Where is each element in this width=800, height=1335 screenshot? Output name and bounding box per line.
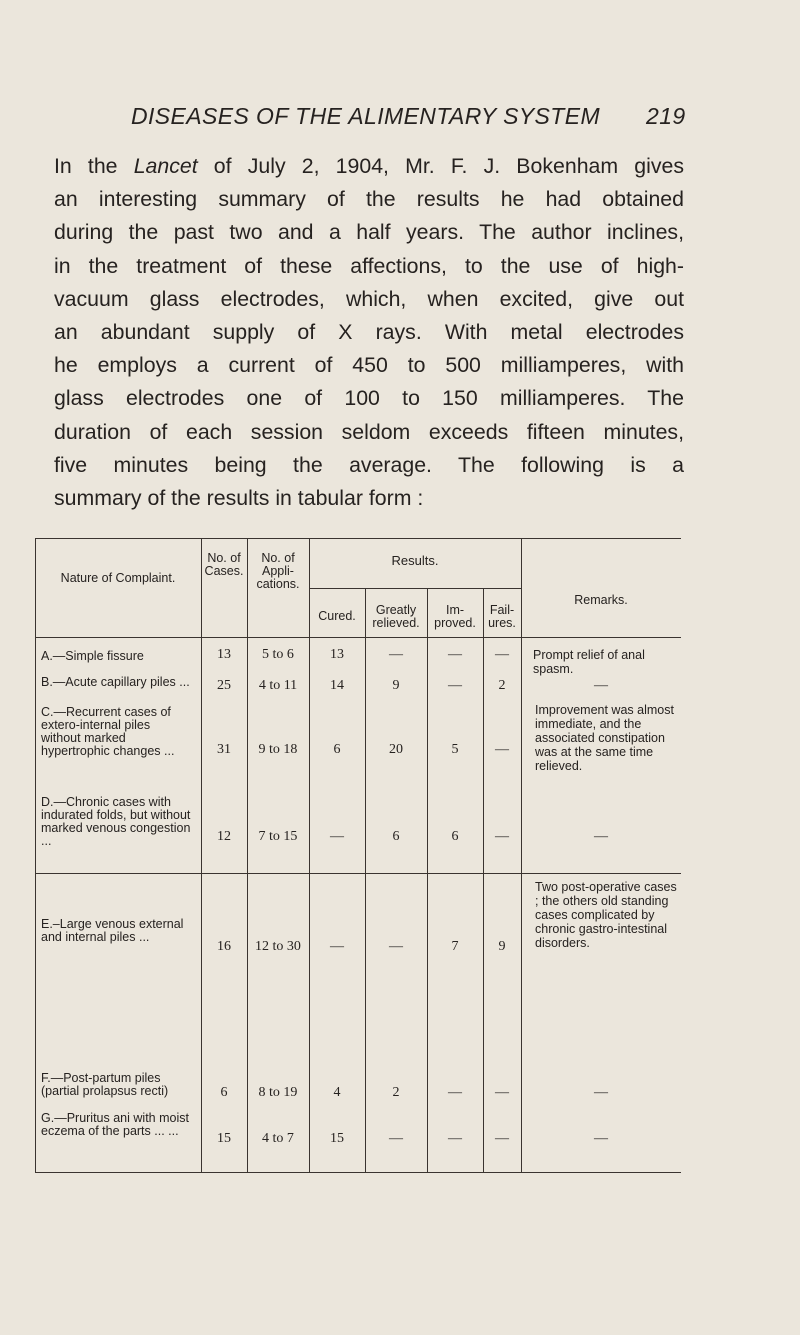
row-f-complaint: F.—Post-partum piles (partial prolapsus recti) bbox=[41, 1071, 169, 1098]
row-e-greatly: — bbox=[389, 939, 403, 954]
row-g-failures: — bbox=[495, 1131, 509, 1146]
row-b-failures: 2 bbox=[498, 678, 506, 693]
row-c-apps: 9 to 18 bbox=[258, 742, 298, 757]
body-line: he employs a current of 450 to 500 milliamperes, with bbox=[54, 353, 684, 378]
header-cured: Cured. bbox=[318, 609, 356, 623]
row-g-apps: 4 to 7 bbox=[262, 1131, 294, 1146]
results-table-continued bbox=[35, 874, 681, 1174]
row-f-cured: 4 bbox=[333, 1085, 341, 1100]
row-b-complaint: B.—Acute capillary piles ... bbox=[41, 675, 190, 689]
row-d-improved: 6 bbox=[451, 829, 459, 844]
row-e-remarks: Two post-operative cases ; the others old standing cases complicated by chronic gastro-intestinal disorders. bbox=[535, 880, 677, 950]
body-line: In the Lancet of July 2, 1904, Mr. F. J. Bokenham gives bbox=[54, 154, 684, 178]
row-c-cases: 31 bbox=[217, 742, 231, 757]
row-b-improved: — bbox=[448, 678, 462, 693]
body-paragraph bbox=[54, 150, 684, 515]
running-title: DISEASES OF THE ALIMENTARY SYSTEM bbox=[131, 103, 601, 129]
row-b-apps: 4 to 11 bbox=[258, 678, 298, 693]
row-e-apps: 12 to 30 bbox=[255, 939, 301, 954]
row-f-apps: 8 to 19 bbox=[258, 1085, 298, 1100]
row-a-improved: — bbox=[448, 647, 462, 662]
results-table bbox=[35, 538, 681, 874]
row-d-greatly: 6 bbox=[392, 829, 400, 844]
row-c-complaint: C.—Recurrent cases of extero-internal piles without marked hypertrophic changes ... bbox=[41, 705, 175, 758]
header-results: Results. bbox=[391, 553, 439, 568]
body-line: vacuum glass electrodes, which, when excited, give out bbox=[54, 286, 684, 311]
row-e-failures: 9 bbox=[498, 939, 506, 954]
header-cases: No. of Cases. bbox=[204, 551, 244, 578]
row-c-improved: 5 bbox=[451, 742, 459, 757]
row-e-cases: 16 bbox=[217, 939, 231, 954]
row-b-greatly: 9 bbox=[392, 678, 400, 693]
body-line: during the past two and a half years. The author inclines, bbox=[54, 220, 684, 245]
row-g-cured: 15 bbox=[330, 1131, 344, 1146]
row-g-greatly: — bbox=[389, 1131, 403, 1146]
body-line: duration of each session seldom exceeds fifteen minutes, bbox=[54, 419, 684, 444]
row-f-greatly: 2 bbox=[392, 1085, 400, 1100]
header-nature: Nature of Complaint. bbox=[60, 571, 176, 585]
row-c-failures: — bbox=[495, 742, 509, 757]
row-a-complaint: A.—Simple fissure bbox=[41, 649, 144, 663]
row-f-improved: — bbox=[448, 1085, 462, 1100]
header-failures: Fail- ures. bbox=[488, 603, 516, 630]
row-a-failures: — bbox=[495, 647, 509, 662]
row-c-remarks: Improvement was almost immediate, and the associated constipation was at the same time relieved. bbox=[535, 703, 674, 773]
header-improved: Im- proved. bbox=[434, 603, 476, 630]
row-d-complaint: D.—Chronic cases with indurated folds, but without marked venous congestion ... bbox=[41, 795, 191, 848]
row-g-cases: 15 bbox=[217, 1131, 231, 1146]
body-line: an interesting summary of the results he had obtained bbox=[54, 187, 684, 212]
row-d-cured: — bbox=[330, 829, 344, 844]
header-remarks: Remarks. bbox=[574, 593, 628, 607]
row-e-cured: — bbox=[330, 939, 344, 954]
row-f-cases: 6 bbox=[220, 1085, 228, 1100]
body-line: an abundant supply of X rays. With metal electrodes bbox=[54, 320, 684, 345]
row-a-cases: 13 bbox=[217, 647, 231, 662]
body-line: in the treatment of these affections, to the use of high- bbox=[54, 253, 684, 278]
body-line: five minutes being the average. The following is a bbox=[54, 452, 684, 477]
row-d-remarks: — bbox=[594, 829, 608, 844]
row-e-improved: 7 bbox=[451, 939, 459, 954]
row-g-remarks: — bbox=[594, 1131, 608, 1146]
row-e-complaint: E.–Large venous external and internal piles ... bbox=[41, 917, 184, 944]
row-f-failures: — bbox=[495, 1085, 509, 1100]
row-b-remarks: — bbox=[594, 678, 608, 693]
row-c-greatly: 20 bbox=[389, 742, 403, 757]
page-number: 219 bbox=[646, 103, 686, 129]
row-d-failures: — bbox=[495, 829, 509, 844]
row-a-cured: 13 bbox=[330, 647, 344, 662]
row-a-remarks: Prompt relief of anal spasm. bbox=[533, 648, 645, 676]
journal-name: Lancet bbox=[133, 154, 198, 178]
row-f-remarks: — bbox=[594, 1085, 608, 1100]
header-applications: No. of Appli- cations. bbox=[256, 551, 300, 591]
row-d-cases: 12 bbox=[217, 829, 231, 844]
row-b-cases: 25 bbox=[217, 678, 231, 693]
header-greatly-relieved: Greatly relieved. bbox=[372, 603, 420, 630]
row-g-complaint: G.—Pruritus ani with moist eczema of the parts ... ... bbox=[41, 1111, 189, 1138]
body-line: glass electrodes one of 100 to 150 milliamperes. The bbox=[54, 386, 684, 411]
body-line: summary of the results in tabular form : bbox=[54, 486, 424, 511]
row-g-improved: — bbox=[448, 1131, 462, 1146]
row-a-greatly: — bbox=[389, 647, 403, 662]
row-a-apps: 5 to 6 bbox=[262, 647, 294, 662]
row-b-cured: 14 bbox=[330, 678, 344, 693]
row-d-apps: 7 to 15 bbox=[258, 829, 298, 844]
row-c-cured: 6 bbox=[333, 742, 341, 757]
